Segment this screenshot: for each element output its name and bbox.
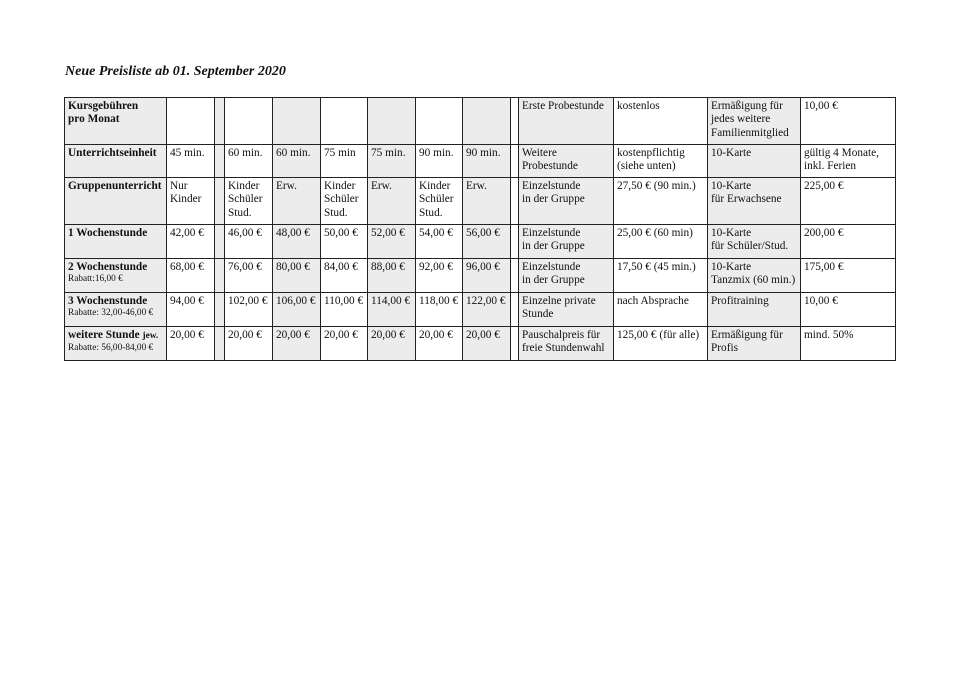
spacer-cell [511,259,519,293]
table-row [65,98,896,145]
spacer-cell [511,293,519,327]
price-cell [167,98,215,145]
price-cell: 46,00 € [225,225,273,259]
label-line: für Erwachsene [711,193,782,206]
extra-value: 175,00 € [801,259,896,293]
label-line: Profis [711,342,738,355]
price-cell: 20,00 € [321,327,368,361]
label-line: Ermäßigung für [711,329,783,341]
label-line: Tanzmix (60 min.) [711,274,796,287]
spacer-cell [511,98,519,145]
price-cell: 20,00 € [416,327,463,361]
price-cell [463,98,511,145]
extra-label [708,178,801,225]
price-cell: 68,00 € [167,259,215,293]
extra-value: mind. 50% [801,327,896,361]
price-cell: 88,00 € [368,259,416,293]
label-line: freie Stundenwahl [522,342,605,355]
label-line: weitere Stunde [68,329,140,341]
table-row [65,327,896,361]
extra-value: 17,50 € (45 min.) [614,259,708,293]
group-line: Schüler [228,193,263,206]
label-line: Pauschalpreis für [522,329,601,341]
row-label [65,259,167,293]
row-label [65,327,167,361]
duration-cell: 45 min. [167,145,215,178]
table-row [65,259,896,293]
extra-value [614,98,708,145]
page-title: Neue Preisliste ab 01. September 2020 [65,64,286,79]
extra-label [519,145,614,178]
group-line: Schüler [324,193,359,206]
spacer-cell [511,145,519,178]
value-line: (siehe unten) [617,160,676,173]
extra-value: 225,00 € [801,178,896,225]
extra-value: 10,00 € [801,293,896,327]
label-line: Probestunde [522,160,578,173]
value-line: gültig 4 Monate, [804,147,879,159]
price-cell: 50,00 € [321,225,368,259]
duration-cell: 90 min. [416,145,463,178]
group-line: Nur [170,180,188,192]
extra-label [708,327,801,361]
spacer-cell [215,327,225,361]
spacer-cell [511,178,519,225]
label-line: Einzelstunde [522,261,581,273]
price-cell: 48,00 € [273,225,321,259]
spacer-cell [215,293,225,327]
spacer-cell [511,327,519,361]
price-cell: 80,00 € [273,259,321,293]
label-line: 3 Wochenstunde [68,295,148,307]
spacer-cell [215,259,225,293]
extra-label [708,98,801,145]
group-cell [416,178,463,225]
price-cell: 76,00 € [225,259,273,293]
price-cell [225,98,273,145]
row-label: Gruppenunterricht [65,178,167,225]
table-row [65,293,896,327]
extra-value [801,98,896,145]
label-line: 10-Karte [711,180,752,192]
row-label [65,293,167,327]
extra-label [519,293,614,327]
price-cell: 52,00 € [368,225,416,259]
spacer-cell [215,225,225,259]
group-cell [167,178,215,225]
extra-label [519,225,614,259]
group-cell: Erw. [273,178,321,225]
price-cell [416,98,463,145]
group-cell [321,178,368,225]
price-cell [368,98,416,145]
price-cell: 114,00 € [368,293,416,327]
extra-label [519,259,614,293]
duration-cell: 75 min. [368,145,416,178]
group-line: Kinder [170,193,202,206]
label-line: jedes weitere [711,113,771,126]
spacer-cell [215,98,225,145]
value-line: inkl. Ferien [804,160,857,173]
extra-label [708,225,801,259]
price-cell: 102,00 € [225,293,273,327]
label-line: Stunde [522,308,554,321]
spacer-cell [511,225,519,259]
price-cell: 92,00 € [416,259,463,293]
label-line: Einzelstunde [522,180,581,192]
value-line: 10,00 € [804,100,838,112]
value-line: kostenlos [617,100,660,112]
value-line: kostenpflichtig [617,147,685,159]
group-cell [225,178,273,225]
price-cell: 20,00 € [167,327,215,361]
label-line: 10-Karte [711,147,752,159]
price-cell: 54,00 € [416,225,463,259]
price-cell: 20,00 € [225,327,273,361]
table-row [65,145,896,178]
label-line: Kursgebühren [68,100,139,112]
group-line: Kinder [324,180,356,192]
spacer-cell [215,145,225,178]
price-cell: 110,00 € [321,293,368,327]
row-label [65,98,167,145]
price-cell [321,98,368,145]
extra-label [519,178,614,225]
price-table [64,97,896,361]
price-cell: 96,00 € [463,259,511,293]
extra-value: 125,00 € (für alle) [614,327,708,361]
price-cell: 118,00 € [416,293,463,327]
table-row [65,178,896,225]
table-row [65,225,896,259]
price-cell: 106,00 € [273,293,321,327]
label-line: 10-Karte [711,261,752,273]
label-line: 10-Karte [711,227,752,239]
extra-value: nach Absprache [614,293,708,327]
price-cell: 56,00 € [463,225,511,259]
extra-label [519,327,614,361]
price-cell [273,98,321,145]
price-cell: 20,00 € [463,327,511,361]
extra-label [519,98,614,145]
price-cell: 122,00 € [463,293,511,327]
discount-note: Rabatt:16,00 € [68,274,123,285]
price-cell: 94,00 € [167,293,215,327]
label-line: Einzelne private [522,295,596,307]
extra-value [801,145,896,178]
label-line: 2 Wochenstunde [68,261,148,273]
duration-cell: 60 min. [273,145,321,178]
label-line: Familienmitglied [711,126,789,139]
extra-label [708,145,801,178]
price-cell: 42,00 € [167,225,215,259]
group-line: Kinder [228,180,260,192]
group-line: Schüler [419,193,454,206]
label-line: Ermäßigung für [711,100,783,112]
spacer-cell [215,178,225,225]
group-line: Stud. [324,206,348,219]
extra-value: 200,00 € [801,225,896,259]
label-line: für Schüler/Stud. [711,240,789,253]
label-line: Einzelstunde [522,227,581,239]
extra-label [708,259,801,293]
label-line: Erste Probestunde [522,100,604,112]
price-cell: 20,00 € [273,327,321,361]
duration-cell: 90 min. [463,145,511,178]
extra-label: Profitraining [708,293,801,327]
duration-cell: 75 min [321,145,368,178]
row-label: 1 Wochenstunde [65,225,167,259]
extra-value [614,145,708,178]
group-cell: Erw. [368,178,416,225]
extra-value: 27,50 € (90 min.) [614,178,708,225]
label-line: in der Gruppe [522,240,585,253]
label-suffix: jew. [142,331,159,341]
discount-note: Rabatte: 56,00-84,00 € [68,343,154,354]
group-line: Stud. [228,206,252,219]
group-line: Kinder [419,180,451,192]
discount-note: Rabatte: 32,00-46,00 € [68,308,154,319]
price-cell: 84,00 € [321,259,368,293]
row-label: Unterrichtseinheit [65,145,167,178]
duration-cell: 60 min. [225,145,273,178]
label-line: in der Gruppe [522,193,585,206]
price-cell: 20,00 € [368,327,416,361]
label-line: Weitere [522,147,557,159]
label-line: in der Gruppe [522,274,585,287]
group-line: Stud. [419,206,443,219]
extra-value: 25,00 € (60 min) [614,225,708,259]
group-cell: Erw. [463,178,511,225]
label-line: pro Monat [68,113,120,126]
